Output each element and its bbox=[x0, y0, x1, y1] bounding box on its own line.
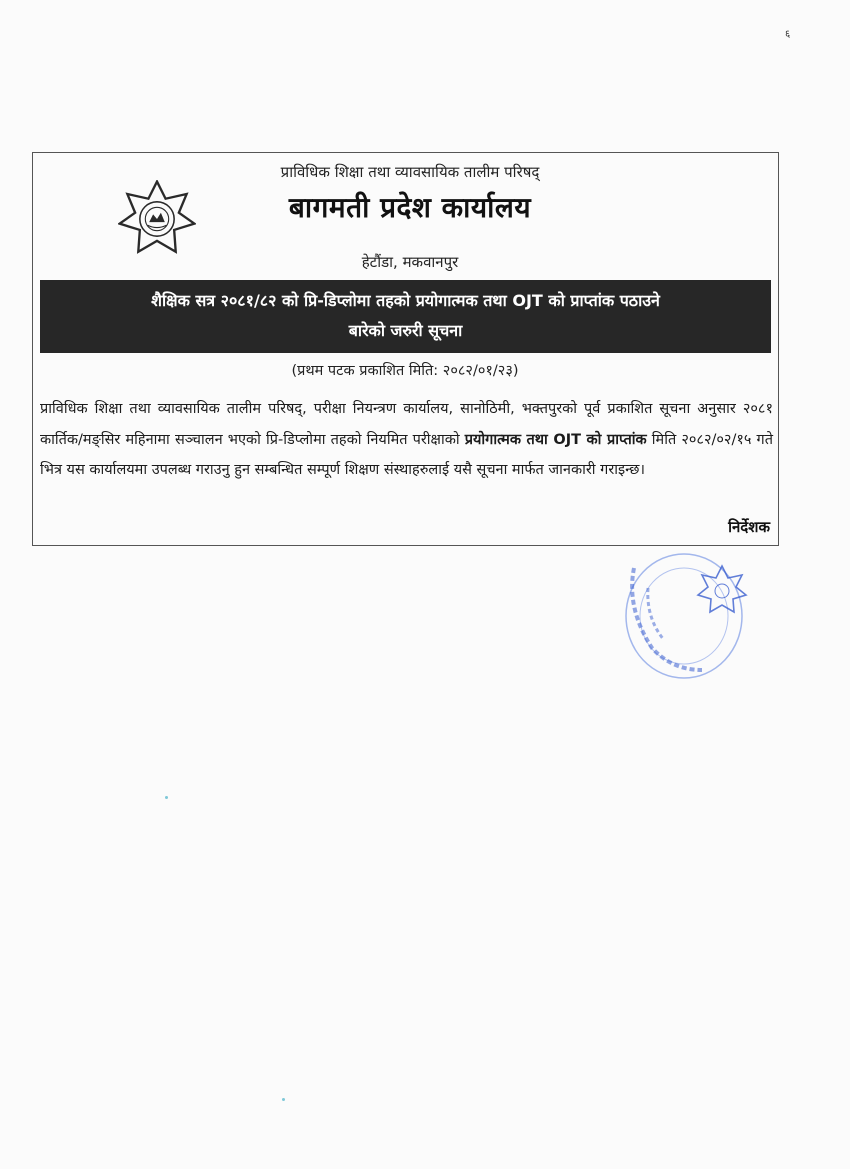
notice-body-part1: प्राविधिक शिक्षा तथा व्यावसायिक तालीम परिषद्, परीक्षा नियन्त्रण कार्यालय, सानोठिमी, भक्तपुरको पूर्व प्रकाशित सूचना अनुसार २०८१ कार्तिक/मङ्सिर महिनामा सञ्चालन भएको प्रि-डिप्लोमा तहको नियमित परीक्षाको bbox=[40, 401, 773, 448]
notice-title-line2: बारेको जरुरी सूचना bbox=[348, 321, 463, 340]
published-date: (प्रथम पटक प्रकाशित मिति: २०८२/०१/२३) bbox=[291, 363, 519, 379]
council-name: प्राविधिक शिक्षा तथा व्यावसायिक तालीम परिषद् bbox=[280, 163, 540, 181]
page-corner-mark: ६ bbox=[785, 29, 791, 40]
notice-body-part2: मिति २०८२/०२/१५ गते भित्र यस कार्यालयमा उपलब्ध गराउनु हुन सम्बन्धित सम्पूर्ण शिक्षण संस्थाहरुलाई यसै सूचना मार्फत जानकारी गराइन्छ। bbox=[40, 431, 773, 478]
notice-body-bold: प्रयोगात्मक तथा OJT को प्राप्तांक bbox=[464, 431, 647, 448]
notice-title-bar bbox=[40, 280, 771, 353]
notice-title-line1: शैक्षिक सत्र २०८१/८२ को प्रि-डिप्लोमा तहको प्रयोगात्मक तथा OJT को प्राप्तांक पठाउने bbox=[151, 291, 660, 310]
office-name-heading: बागमती प्रदेश कार्यालय bbox=[288, 191, 532, 224]
office-location: हेटौंडा, मकवानपुर bbox=[361, 253, 459, 271]
signatory-title: निर्देशक bbox=[728, 518, 770, 536]
paper-speck bbox=[165, 796, 168, 799]
notice-body-text bbox=[40, 394, 773, 486]
office-seal-stamp-icon bbox=[612, 548, 762, 688]
nepal-government-star-emblem-icon bbox=[118, 180, 196, 258]
paper-speck bbox=[282, 1098, 285, 1101]
